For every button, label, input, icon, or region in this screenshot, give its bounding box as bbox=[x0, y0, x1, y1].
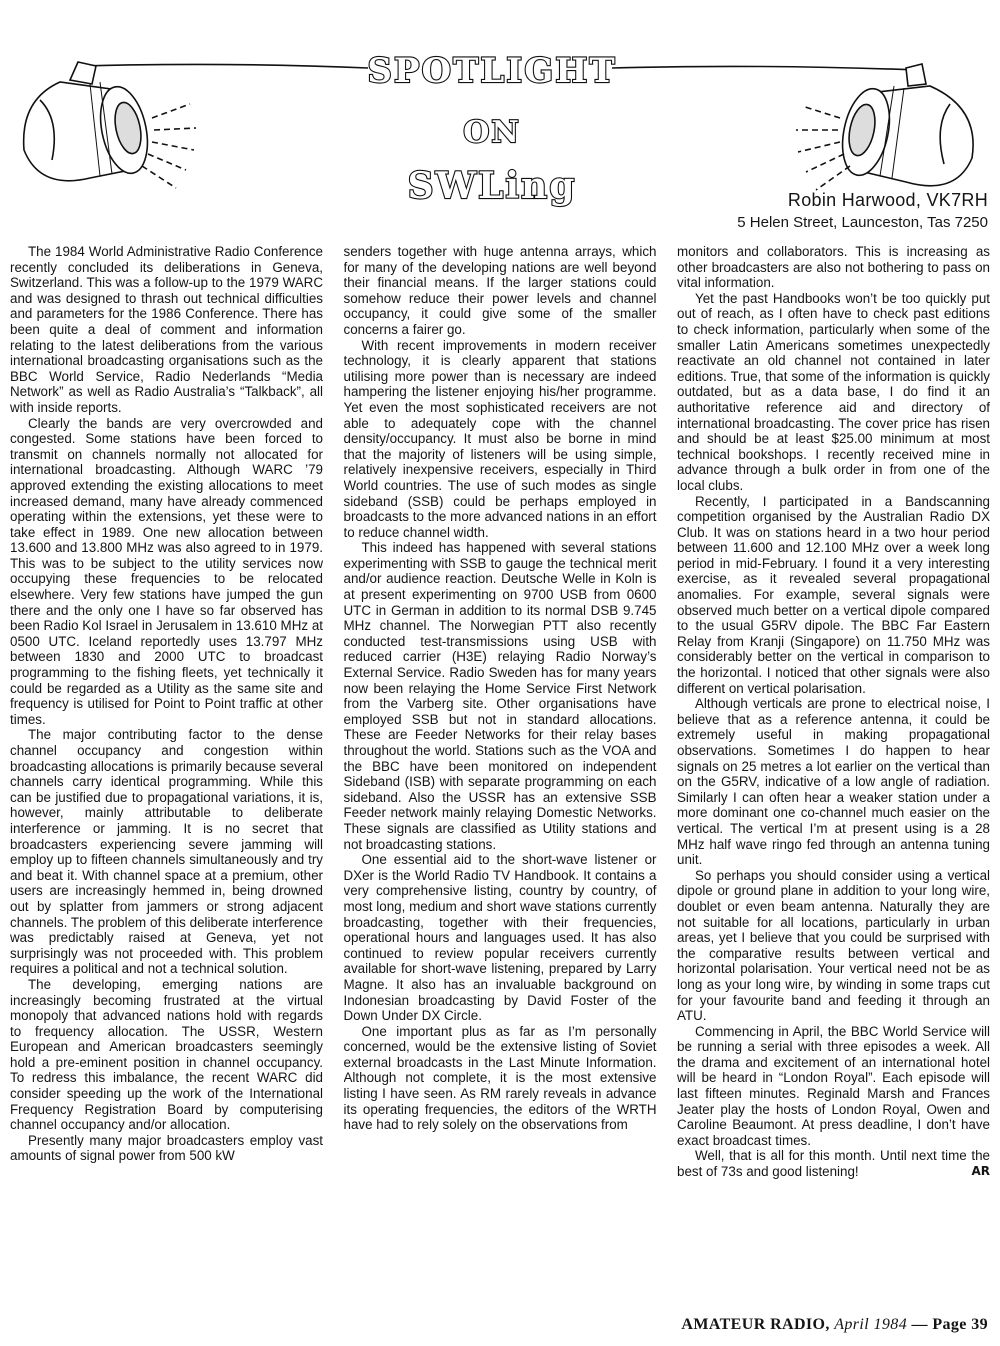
paragraph: The major contributing factor to the dense channel occupancy and congestion within broadcasting allocations is primarily because several channels carry identical programming. While this can be justified due to propagational variations, it is, however, mainly attributable to deliberate interference or jamming. It is no secret that broadcasters experiencing severe jamming will employ up to fifteen channels simultaneously and try and beat it. With channel space at a premium, other users are increasingly hemmed in, being drowned out by splatter from jammers or strong adjacent channels. The problem of this deliberate interference was predictably raised at Geneva, yet not surprisingly was not proceeded with. This problem requires a political and not a technical solution. bbox=[10, 727, 323, 977]
right-cable bbox=[612, 66, 918, 70]
column-2 bbox=[344, 244, 657, 1311]
paragraph: Commencing in April, the BBC World Service will be running a serial with three episodes a week. All the drama and excitement of an international hotel will be heard in “London Royal”. Each episode will last fifteen minutes. Reginald Marsh and Frances Jeater play the hosts of London Royal, Owen and Caroline Beaumont. At press deadline, I don’t have exact broadcast times. bbox=[677, 1023, 990, 1148]
paragraph: One essential aid to the short-wave listener or DXer is the World Radio TV Handbook. It contains a very comprehensive listing, country by country, of most long, medium and short wave stations currently broadcasting, together with their frequencies, operational hours and languages used. It has also continued to review popular receivers currently available for short-wave listening, prepared by Larry Magne. It also has an invaluable background on Indonesian broadcasting by David Foster of the Down Under DX Circle. bbox=[343, 852, 657, 1024]
paragraph: With recent improvements in modern receiver technology, it is clearly apparent that stations utilising more power than is necessary are indeed hampering the listener enjoying his/her programme. Yet even the most sophisticated receivers are not able to adequately cope with the channel density/occupancy. It must also be borne in mind that the majority of listeners will be using simple, relatively inexpensive receivers, especially in Third World countries. The use of such modes as single sideband (SSB) could be perhaps employed in broadcasts to the more advanced nations in an effort to reduce channel width. bbox=[343, 337, 657, 540]
end-mark: AR bbox=[971, 1164, 990, 1179]
paragraph: One important plus as far as I’m personally concerned, would be the extensive listing of Soviet external broadcasts in the Last Minute Information. Although not complete, it is the most extensive listing I have seen. As RM rarely reveals in advance its operating frequencies, the editors of the WRTH have had to rely solely on the observations from bbox=[343, 1023, 657, 1133]
page-number: — Page 39 bbox=[911, 1316, 988, 1333]
paragraph: The 1984 World Administrative Radio Conference recently concluded its deliberations in Geneva, Switzerland. This was a follow-up to the 1979 WARC and was designed to thrash out technical difficulties and parameters for the 1986 Conference. There has been quite a deal of comment and information relating to the latest deliberations from the various international broadcasting organisations such as the BBC World Service, Radio Nederlands “Media Network” as well as Radio Australia’s “Talkback”, all with inside reports. bbox=[10, 244, 323, 415]
paragraph: Recently, I participated in a Bandscanning competition organised by the Australian Radio DX Club. It was on stations heard in a two hour period between 11.600 and 12.100 MHz over a week long period in mid-February. I found it a very interesting exercise, as it revealed several propagational anomalies. For example, several signals were observed much better on a vertical dipole compared to the usual G5RV dipole. The BBC Far Eastern Relay from Kranji (Singapore) on 11.750 MHz was considerably better on the vertical in comparison to the horizontal. I noticed that other signals were also different on vertical polarisation. bbox=[677, 493, 990, 696]
closing-text: Well, that is all for this month. Until next time the best of 73s and good listening! bbox=[677, 1148, 990, 1180]
paragraph: Yet the past Handbooks won’t be too quickly put out of reach, as I often have to check past editions to check information, particularly when some of the smaller Latin Americans sometimes unexpectedly reactivate an old channel not contained in later editions. True, that some of the information is quickly outdated, but as a data base, I do find it an authoritative reference aid and directory of international broadcasting. The cover price has risen and should be at least $25.00 minimum at most technical bookshops. I recently received mine in advance through a bulk order in from one of the local clubs. bbox=[677, 290, 990, 493]
paragraph: The developing, emerging nations are increasingly becoming frustrated at the virtual monopoly that advanced nations hold with regards to frequency allocation. The USSR, Western European and American broadcasters seemingly hold a pre-eminent position in channel occupancy. To redress this imbalance, the recent WARC did consider speeding up the work of the International Frequency Registration Board by computerising channel occupancy and/or allocation. bbox=[10, 976, 323, 1133]
title-line-1: SPOTLIGHT bbox=[367, 51, 617, 91]
title-line-2: ON bbox=[463, 115, 521, 150]
column-3 bbox=[677, 244, 990, 1311]
article-header bbox=[0, 0, 1000, 250]
magazine-name: AMATEUR RADIO, bbox=[681, 1316, 830, 1333]
paragraph-continued: monitors and collaborators. This is increasing as other broadcasters are also not bothering to pass on vital information. bbox=[677, 244, 990, 291]
author-name: Robin Harwood, VK7RH bbox=[787, 190, 988, 210]
column-1 bbox=[10, 244, 323, 1311]
paragraph: This indeed has happened with several stations experimenting with SSB to gauge the technical merit and/or audience reaction. Deutsche Welle in Koln is at present experimenting on 9700 USB from 0600 UTC in German in addition to its normal DSB 9.745 MHz channel. The Norwegian PTT also recently conducted test-transmissions using USB with reduced carrier (H3E) relaying Radio Norway’s External Service. Radio Sweden has for many years now been relaying the Home Service First Network from the Varberg site. Other organisations have employed SSB but not in standard allocations. These are Feeder Networks for their relay bases throughout the world. Stations such as the VOA and the BBC have been monitored on independent Sideband (ISB) with separate programming on each sideband. Also the USSR has an extensive SSB Feeder network mainly relaying Domestic Networks. These signals are classified as Utility stations and not broadcasting stations. bbox=[343, 540, 657, 852]
paragraph: Although verticals are prone to electrical noise, I believe that as a reference antenna, it could be extremely useful in making propagational observations. Sometimes I do happen to hear signals on 25 metres a lot earlier on the vertical than on the G5RV, indicative of a low angle of radiation. Similarly I can often hear a weaker station under a more dominant one co-channel much easier on the vertical. The vertical I’m at present using is a 28 MHz half wave ringo fed through an antenna tuning unit. bbox=[677, 696, 990, 868]
article-body bbox=[10, 244, 990, 1311]
paragraph: Clearly the bands are very overcrowded and congested. Some stations have been forced to transmit on channels normally not allocated for international broadcasting. Although WARC ’79 approved extending the existing allocations to meet increased demand, many have already commenced operating within the extensions, yet these were to take effect in 1989. One new allocation between 13.600 and 13.800 MHz was also agreed to in 1979. This was to be subject to the utility services now occupying these frequencies to be relocated elsewhere. Very few stations have jumped the gun there and the only one I have so far observed has been Radio Kol Israel in Jerusalem in 13.610 MHz at 0500 UTC. Iceland reportedly uses 13.797 MHz between 1830 and 2000 UTC to broadcast programming to the fishing fleets, yet technically it could be regarded as a Utility as the same site and frequency is utilised for Point to Point traffic at other times. bbox=[10, 415, 323, 727]
closing-paragraph bbox=[677, 1148, 990, 1179]
title-line-3: SWLing bbox=[407, 165, 577, 207]
left-light-rays-icon bbox=[142, 104, 196, 188]
author-block bbox=[737, 190, 988, 231]
issue-date: April 1984 bbox=[834, 1316, 908, 1333]
paragraph: Presently many major broadcasters employ vast amounts of signal power from 500 kW bbox=[10, 1132, 323, 1164]
left-cable bbox=[80, 64, 368, 68]
page-footer bbox=[681, 1316, 988, 1334]
paragraph: So perhaps you should consider using a vertical dipole or ground plane in addition to your long wire, doublet or even beam antenna. Naturally they are not suitable for all locations, particularly in urban areas, yet I believe that you could be surprised with the comparative results between vertical and horizontal polarisation. Your vertical need not be as long as your long wire, by winding in some traps cut for your favourite band and feeding it through an ATU. bbox=[677, 867, 990, 1024]
author-address: 5 Helen Street, Launceston, Tas 7250 bbox=[737, 214, 988, 231]
left-spotlight-icon bbox=[24, 62, 155, 181]
paragraph-continued: senders together with huge antenna arrays, which for many of the developing nations are well beyond their financial means. If the larger stations could somehow reduce their power levels and channel occupancy, it could give some of the smaller concerns a fairer go. bbox=[343, 244, 657, 337]
right-spotlight-icon bbox=[835, 64, 973, 186]
